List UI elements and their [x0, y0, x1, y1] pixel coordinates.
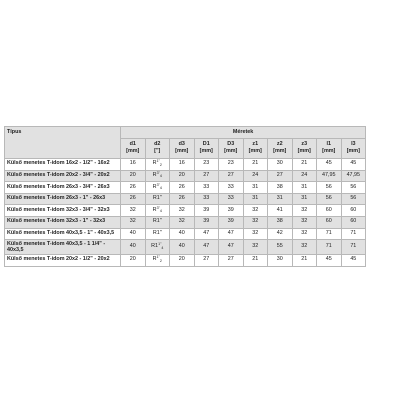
cell-z2: 41: [268, 205, 293, 217]
cell-d1: 27: [194, 255, 219, 267]
thread-size-base: R: [152, 256, 157, 263]
cell-z1: 32: [243, 216, 268, 228]
cell-l1: 71: [317, 228, 342, 240]
column-unit: [mm]: [224, 148, 238, 155]
thread-size-denominator: 2: [159, 258, 162, 263]
cell-l1: 45: [317, 159, 342, 171]
cell-l1: 56: [317, 193, 342, 205]
column-name: l3: [351, 140, 356, 147]
thread-size-base: R: [152, 171, 157, 178]
cell-d1: 26: [121, 193, 146, 205]
cell-z1: 21: [243, 255, 268, 267]
cell-d2: [145, 193, 170, 205]
column-name: d1: [129, 140, 136, 147]
cell-d1: 32: [121, 216, 146, 228]
table-row: [5, 159, 400, 171]
thread-size-numerator: 1: [156, 159, 159, 164]
cell-d1: 33: [194, 193, 219, 205]
cell-d1: 20: [121, 255, 146, 267]
cell-z2: 30: [268, 255, 293, 267]
column-header-l1: [317, 139, 342, 159]
cell-d3: 20: [170, 170, 195, 182]
thread-size-numerator: 3: [156, 182, 159, 187]
thread-size-base: R1: [151, 243, 159, 250]
cell-d2: [145, 228, 170, 240]
table-row: [5, 205, 400, 217]
cell-l3: 47,95: [341, 170, 366, 182]
cell-z2: 55: [268, 240, 293, 255]
product-table-container: [4, 126, 392, 267]
product-type-cell: Külső menetes T-idom 40x3,5 - 1 1/4" - 40x3,5: [5, 240, 121, 255]
cell-z3: 32: [292, 240, 317, 255]
thread-size-denominator: 2: [159, 162, 162, 167]
cell-d3: 27: [219, 170, 244, 182]
cell-l1: 45: [317, 255, 342, 267]
cell-d1: 16: [121, 159, 146, 171]
table-header-row: [5, 127, 400, 139]
table-body: [5, 159, 400, 267]
cell-z1: 32: [243, 240, 268, 255]
cell-z1: 32: [243, 228, 268, 240]
cell-l3: 45: [341, 159, 366, 171]
thread-size-denominator: 4: [159, 209, 162, 214]
product-type-cell: Külső menetes T-idom 26x3 - 1" - 26x3: [5, 193, 121, 205]
cell-l3: 71: [341, 240, 366, 255]
cell-d3: 16: [170, 159, 195, 171]
cell-d3: 20: [170, 255, 195, 267]
cell-d3: 39: [219, 216, 244, 228]
product-type-cell: Külső menetes T-idom 32x3 - 1" - 32x3: [5, 216, 121, 228]
column-header-d1: [194, 139, 219, 159]
table-row: [5, 255, 400, 267]
cell-z3: 32: [292, 216, 317, 228]
thread-size-numerator: 3: [156, 170, 159, 175]
cell-z3: 31: [292, 182, 317, 194]
column-header-d2: [145, 139, 170, 159]
cell-d1: 20: [121, 170, 146, 182]
cell-d3: 47: [219, 240, 244, 255]
cell-z3: 21: [292, 255, 317, 267]
thread-size-base: R: [152, 183, 157, 190]
column-name: z1: [252, 140, 259, 147]
cell-l3: 45: [341, 255, 366, 267]
cell-d1: 47: [194, 228, 219, 240]
cell-l3: 56: [341, 182, 366, 194]
product-type-cell: Külső menetes T-idom 32x3 - 3/4" - 32x3: [5, 205, 121, 217]
cell-l1: 47,95: [317, 170, 342, 182]
table-row: [5, 193, 400, 205]
column-unit: [mm]: [346, 148, 360, 155]
thread-size-numerator: 1: [158, 242, 161, 247]
cell-d1: 47: [194, 240, 219, 255]
thread-size-inch-mark: ": [158, 255, 160, 260]
cell-d2: [145, 255, 170, 267]
product-type-cell: Külső menetes T-idom 16x2 - 1/2" - 16x2: [5, 159, 121, 171]
column-name: d3: [178, 140, 185, 147]
thread-size-numerator: 3: [156, 205, 159, 210]
cell-d1: 40: [121, 228, 146, 240]
cell-z1: 31: [243, 193, 268, 205]
cell-z2: 27: [268, 170, 293, 182]
cell-d1: 32: [121, 205, 146, 217]
column-name: z2: [276, 140, 283, 147]
cell-l1: 60: [317, 216, 342, 228]
column-unit: [mm]: [126, 148, 140, 155]
cell-d3: 27: [219, 255, 244, 267]
thread-size-denominator: 4: [159, 186, 162, 191]
cell-l1: 71: [317, 240, 342, 255]
table-row: [5, 216, 400, 228]
thread-size-base: R1": [152, 195, 162, 202]
cell-d2: [145, 216, 170, 228]
thread-size-base: R1": [152, 218, 162, 225]
cell-z2: 30: [268, 159, 293, 171]
cell-z1: 21: [243, 159, 268, 171]
cell-l3: 60: [341, 216, 366, 228]
cell-d2: [145, 205, 170, 217]
cell-z1: 32: [243, 205, 268, 217]
column-header-z1: [243, 139, 268, 159]
thread-size-base: R: [152, 160, 157, 167]
column-unit: ["]: [154, 148, 161, 155]
thread-size-inch-mark: ": [158, 182, 160, 187]
type-column-header: Típus: [5, 127, 121, 159]
column-name: l1: [326, 140, 331, 147]
dimensions-group-header: Méretek: [121, 127, 366, 139]
product-type-cell: Külső menetes T-idom 40x3,5 - 1" - 40x3,5: [5, 228, 121, 240]
column-header-l3: [341, 139, 366, 159]
product-type-cell: Külső menetes T-idom 26x3 - 3/4" - 26x3: [5, 182, 121, 194]
column-header-d1: [121, 139, 146, 159]
column-unit: [mm]: [248, 148, 262, 155]
cell-l3: 56: [341, 193, 366, 205]
cell-d1: 23: [194, 159, 219, 171]
cell-d3: 26: [170, 193, 195, 205]
cell-d2: [145, 170, 170, 182]
thread-size-inch-mark: ": [158, 170, 160, 175]
cell-d3: 32: [170, 205, 195, 217]
thread-size-denominator: 4: [159, 174, 162, 179]
cell-d3: 26: [170, 182, 195, 194]
cell-d2: [145, 182, 170, 194]
product-type-cell: Külső menetes T-idom 20x2 - 3/4" - 20x2: [5, 170, 121, 182]
thread-size-inch-mark: ": [158, 205, 160, 210]
cell-z3: 31: [292, 193, 317, 205]
cell-d3: 32: [170, 216, 195, 228]
cell-d3: 39: [219, 205, 244, 217]
cell-d2: [145, 159, 170, 171]
cell-d1: 26: [121, 182, 146, 194]
cell-z3: 21: [292, 159, 317, 171]
cell-z2: 38: [268, 182, 293, 194]
cell-z3: 24: [292, 170, 317, 182]
cell-d1: 39: [194, 205, 219, 217]
column-header-d3: [219, 139, 244, 159]
cell-d2: [145, 240, 170, 255]
column-header-z3: [292, 139, 317, 159]
column-name: d2: [154, 140, 161, 147]
table-row: [5, 182, 400, 194]
column-unit: [mm]: [175, 148, 189, 155]
column-unit: [mm]: [199, 148, 213, 155]
cell-z2: 38: [268, 216, 293, 228]
thread-size-base: R1": [152, 229, 162, 236]
cell-d1: 33: [194, 182, 219, 194]
cell-d1: 40: [121, 240, 146, 255]
cell-z2: 31: [268, 193, 293, 205]
thread-size-inch-mark: ": [160, 242, 162, 247]
cell-d3: 47: [219, 228, 244, 240]
product-type-cell: Külső menetes T-idom 20x2 - 1/2" - 20x2: [5, 255, 121, 267]
table-row: [5, 170, 400, 182]
column-unit: [mm]: [322, 148, 336, 155]
cell-z3: 32: [292, 228, 317, 240]
cell-z2: 42: [268, 228, 293, 240]
cell-z3: 32: [292, 205, 317, 217]
thread-size-denominator: 4: [161, 245, 164, 250]
thread-size-base: R: [152, 206, 157, 213]
cell-d3: 33: [219, 182, 244, 194]
thread-size-numerator: 1: [156, 255, 159, 260]
thread-size-inch-mark: ": [158, 159, 160, 164]
cell-d3: 23: [219, 159, 244, 171]
cell-z1: 31: [243, 182, 268, 194]
cell-d3: 40: [170, 228, 195, 240]
cell-l3: 60: [341, 205, 366, 217]
column-header-z2: [268, 139, 293, 159]
column-name: D3: [227, 140, 235, 147]
column-name: z3: [301, 140, 308, 147]
table-row: [5, 240, 400, 255]
cell-d3: 40: [170, 240, 195, 255]
cell-z1: 24: [243, 170, 268, 182]
column-name: D1: [202, 140, 210, 147]
column-unit: [mm]: [297, 148, 311, 155]
column-header-d3: [170, 139, 195, 159]
cell-l1: 56: [317, 182, 342, 194]
table-row: [5, 228, 400, 240]
cell-d3: 33: [219, 193, 244, 205]
cell-d1: 39: [194, 216, 219, 228]
cell-l3: 71: [341, 228, 366, 240]
cell-d1: 27: [194, 170, 219, 182]
dimensions-table: [4, 126, 400, 267]
cell-l1: 60: [317, 205, 342, 217]
column-unit: [mm]: [273, 148, 287, 155]
